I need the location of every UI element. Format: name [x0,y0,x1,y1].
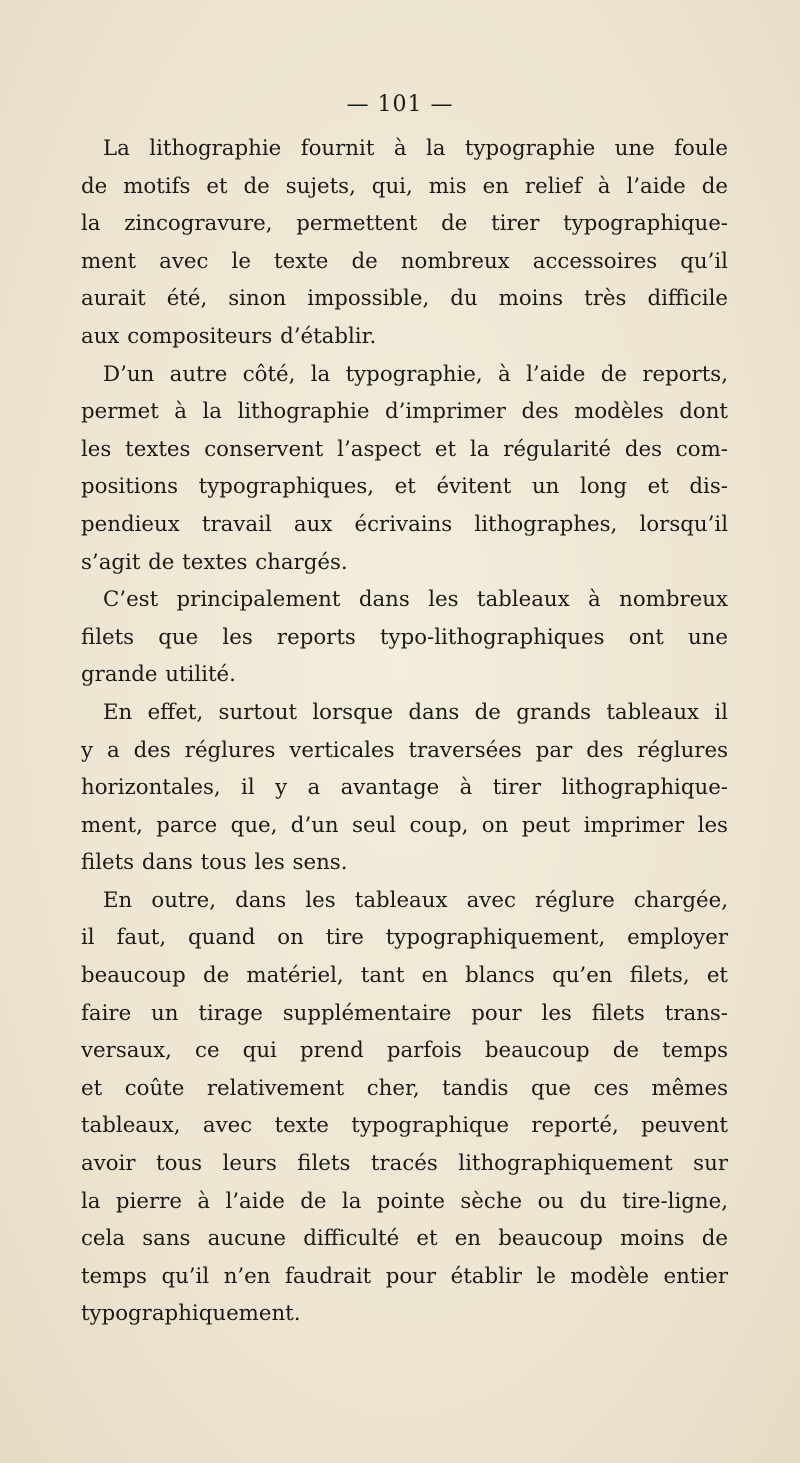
text-line: avoir tous leurs filets tracés lithographiquement sur [81,1151,728,1177]
text-line: D’un autre côté, la typographie, à l’aide de reports, [103,361,728,387]
text-line: positions typographiques, et évitent un long et dis- [81,474,728,500]
text-line: et coûte relativement cher, tandis que ces mêmes [81,1075,728,1101]
text-line: permet à la lithographie d’imprimer des modèles dont [81,399,728,425]
text-line: il faut, quand on tire typographiquement, employer [81,925,728,951]
text-line: s’agit de textes chargés. [81,549,348,575]
page-number: — 101 — [346,92,454,117]
text-line: cela sans aucune difficulté et en beaucoup moins de [81,1226,728,1252]
text-line: temps qu’il n’en faudrait pour établir le modèle entier [81,1263,728,1289]
text-line: la pierre à l’aide de la pointe sèche ou du tire-ligne, [81,1188,728,1214]
text-line: y a des réglures verticales traversées par des réglures [81,737,728,763]
text-line: horizontales, il y a avantage à tirer lithographique- [81,775,728,801]
text-line: versaux, ce qui prend parfois beaucoup de temps [81,1038,728,1064]
text-line: aux compositeurs d’établir. [81,323,377,349]
text-line: En outre, dans les tableaux avec réglure chargée, [103,887,728,913]
text-line: En effet, surtout lorsque dans de grands tableaux il [103,699,728,725]
text-line: filets que les reports typo-lithographiques ont une [81,624,728,650]
text-line: aurait été, sinon impossible, du moins très difficile [81,286,728,312]
text-line: faire un tirage supplémentaire pour les filets trans- [81,1000,728,1026]
text-line: ment avec le texte de nombreux accessoires qu’il [81,248,728,274]
text-line: beaucoup de matériel, tant en blancs qu’en filets, et [81,963,728,989]
text-line: de motifs et de sujets, qui, mis en relief à l’aide de [81,173,728,199]
text-line: ment, parce que, d’un seul coup, on peut imprimer les [81,812,728,838]
text-line: filets dans tous les sens. [81,850,348,876]
text-line: typographiquement. [81,1301,301,1327]
text-line: C’est principalement dans les tableaux à nombreux [103,587,728,613]
text-line: grande utilité. [81,662,236,688]
text-line: tableaux, avec texte typographique reporté, peuvent [81,1113,728,1139]
body-text [81,130,728,1333]
text-line: pendieux travail aux écrivains lithographes, lorsqu’il [81,511,728,537]
text-line: la zincogravure, permettent de tirer typographique- [81,211,728,237]
text-line: La lithographie fournit à la typographie une foule [103,136,728,161]
text-line: les textes conservent l’aspect et la régularité des com- [81,436,728,462]
